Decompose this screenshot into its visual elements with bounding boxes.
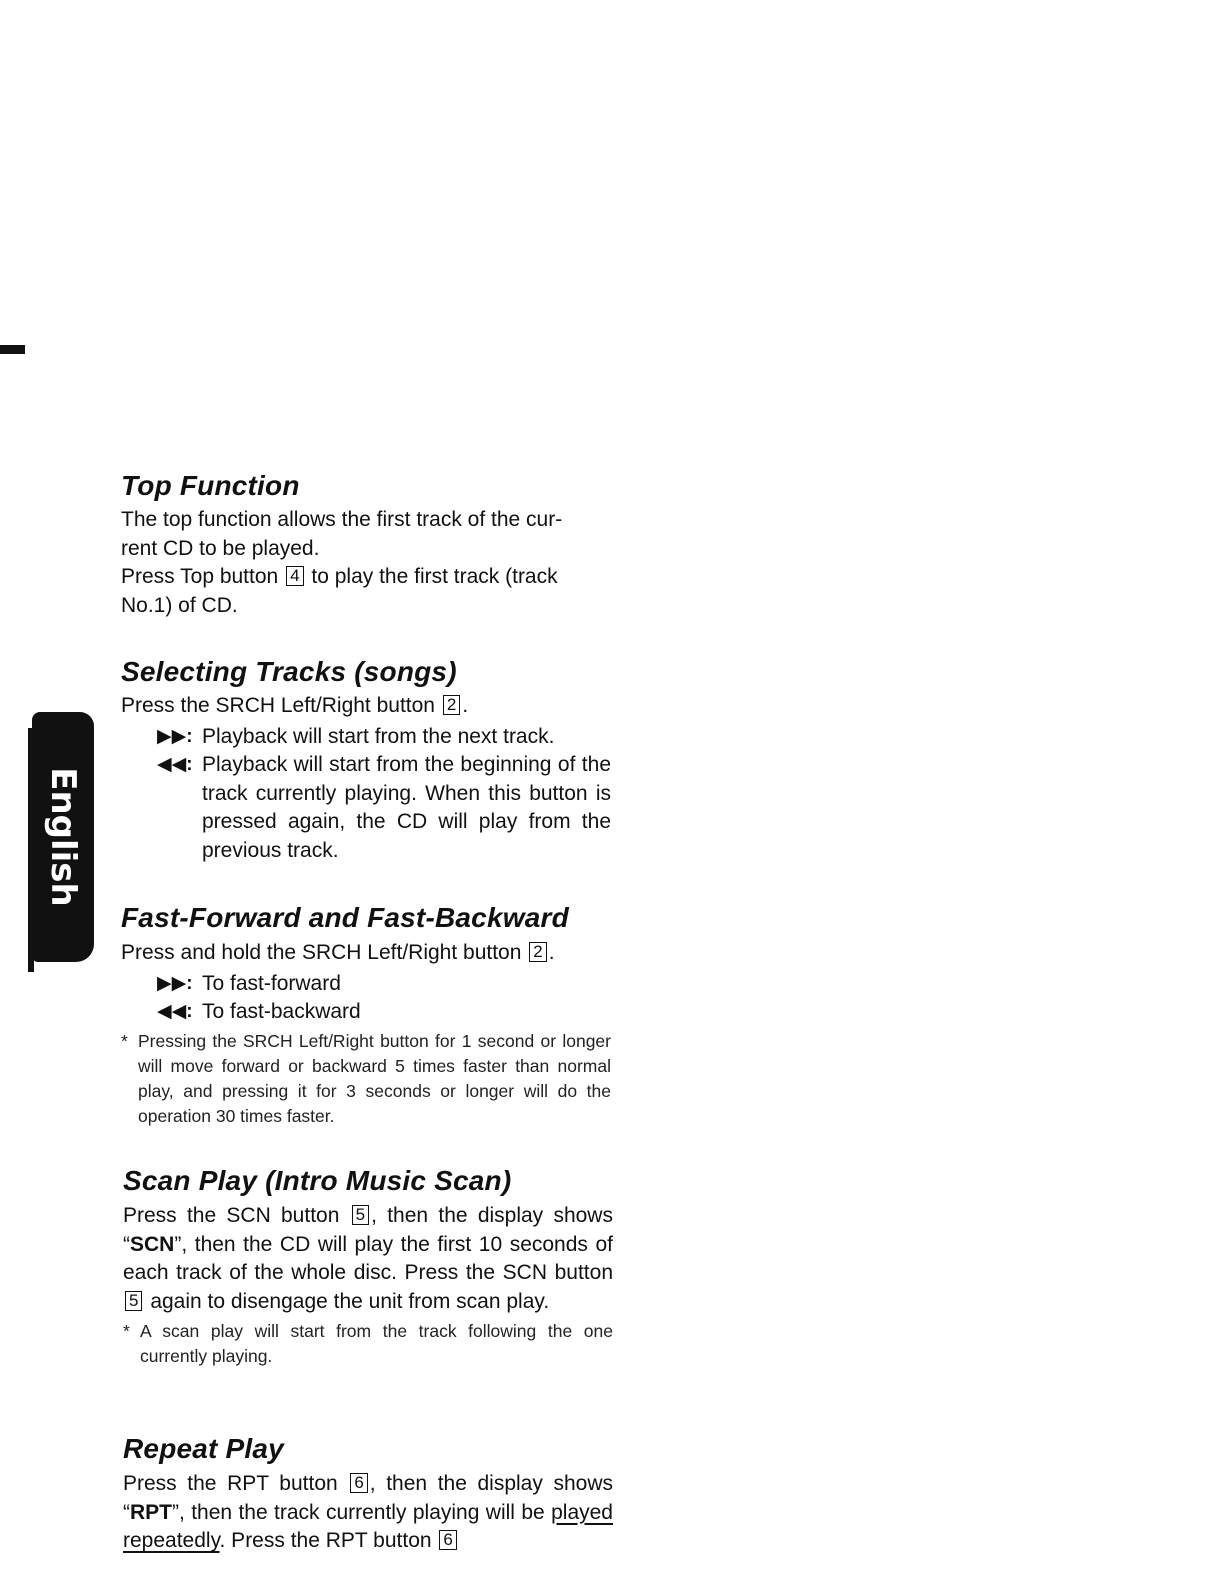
item-text: To fast-forward xyxy=(202,971,341,995)
text-span: ”, then the track currently playing will be xyxy=(172,1500,545,1524)
paragraph-line xyxy=(121,563,611,592)
text-span: Press the SRCH Left/Right button xyxy=(121,694,435,717)
section-title: Selecting Tracks (songs) xyxy=(121,656,457,687)
text-span: . Press the RPT button xyxy=(219,1529,432,1553)
list-item xyxy=(121,970,611,999)
language-tab-label: English xyxy=(43,767,83,907)
text-span: Press and hold the SRCH Left/Right button xyxy=(121,941,522,964)
button-number-box: 2 xyxy=(529,942,546,962)
paragraph-line xyxy=(121,692,611,721)
page-corner-mark xyxy=(0,345,25,354)
item-text: Playback will start from the beginning of the track currently playing. When this button is pressed again, the CD will play from the previous track. xyxy=(202,753,611,862)
section-title: Scan Play (Intro Music Scan) xyxy=(123,1165,512,1196)
note-text: Pressing the SRCH Left/Right button for 1 second or longer will move forward or backward 5 times faster than normal play, and pressing it for 3 seconds or longer will do the operation 30 times faster. xyxy=(138,1030,611,1126)
button-number-box: 6 xyxy=(350,1473,367,1493)
text-span: . xyxy=(462,694,469,717)
section-fast-forward xyxy=(121,901,611,1129)
list-item xyxy=(121,998,611,1027)
paragraph xyxy=(123,1202,613,1316)
text-span: Press Top button xyxy=(121,565,279,589)
text-span: . xyxy=(548,941,555,964)
section-selecting-tracks xyxy=(121,655,611,866)
text-span: to play the first track (track xyxy=(311,565,558,589)
paragraph-line: The top function allows the first track of the cur- xyxy=(121,508,563,531)
footnote xyxy=(121,1029,611,1129)
list-item xyxy=(121,751,611,865)
button-number-box: 5 xyxy=(125,1291,142,1311)
asterisk-mark: * xyxy=(121,1030,128,1051)
item-text: To fast-backward xyxy=(202,1000,361,1024)
fast-forward-icon: ▶▶: xyxy=(157,725,193,747)
section-top-function xyxy=(121,469,611,620)
section-title: Fast-Forward and Fast-Backward xyxy=(121,902,569,933)
section-title: Top Function xyxy=(121,470,300,501)
section-title: Repeat Play xyxy=(123,1433,284,1464)
item-text: Playback will start from the next track. xyxy=(202,724,555,748)
rewind-icon: ◀◀: xyxy=(157,1001,193,1023)
text-span: ”, then the CD will play the first 10 seconds of each track of the whole disc. Press the SCN button xyxy=(123,1232,613,1285)
note-text: A scan play will start from the track following the one currently playing. xyxy=(140,1321,613,1367)
underlined-text: played repeatedly xyxy=(123,1500,613,1553)
asterisk-mark: * xyxy=(123,1321,130,1342)
button-number-box: 5 xyxy=(352,1205,369,1225)
paragraph-line: rent CD to be played. xyxy=(121,536,320,560)
button-number-box: 2 xyxy=(443,695,460,715)
text-span: , then the display shows “ xyxy=(123,1204,613,1256)
section-repeat-play xyxy=(123,1432,613,1556)
rewind-icon: ◀◀: xyxy=(157,754,193,776)
display-text-scn: SCN xyxy=(130,1232,175,1256)
fast-forward-icon: ▶▶: xyxy=(157,972,193,994)
paragraph-line xyxy=(121,939,611,968)
list-item xyxy=(121,723,611,752)
button-number-box: 4 xyxy=(286,566,303,586)
footnote xyxy=(123,1319,613,1369)
text-span: again to disengage the unit from scan play. xyxy=(150,1289,550,1313)
paragraph xyxy=(123,1470,613,1556)
button-number-box: 6 xyxy=(439,1530,456,1550)
text-span: , then the display shows “ xyxy=(123,1472,613,1524)
display-text-rpt: RPT xyxy=(130,1500,172,1524)
text-span: Press the RPT button xyxy=(123,1472,338,1495)
section-scan-play xyxy=(123,1164,613,1369)
paragraph-line: No.1) of CD. xyxy=(121,593,238,617)
text-span: Press the SCN button xyxy=(123,1204,340,1227)
